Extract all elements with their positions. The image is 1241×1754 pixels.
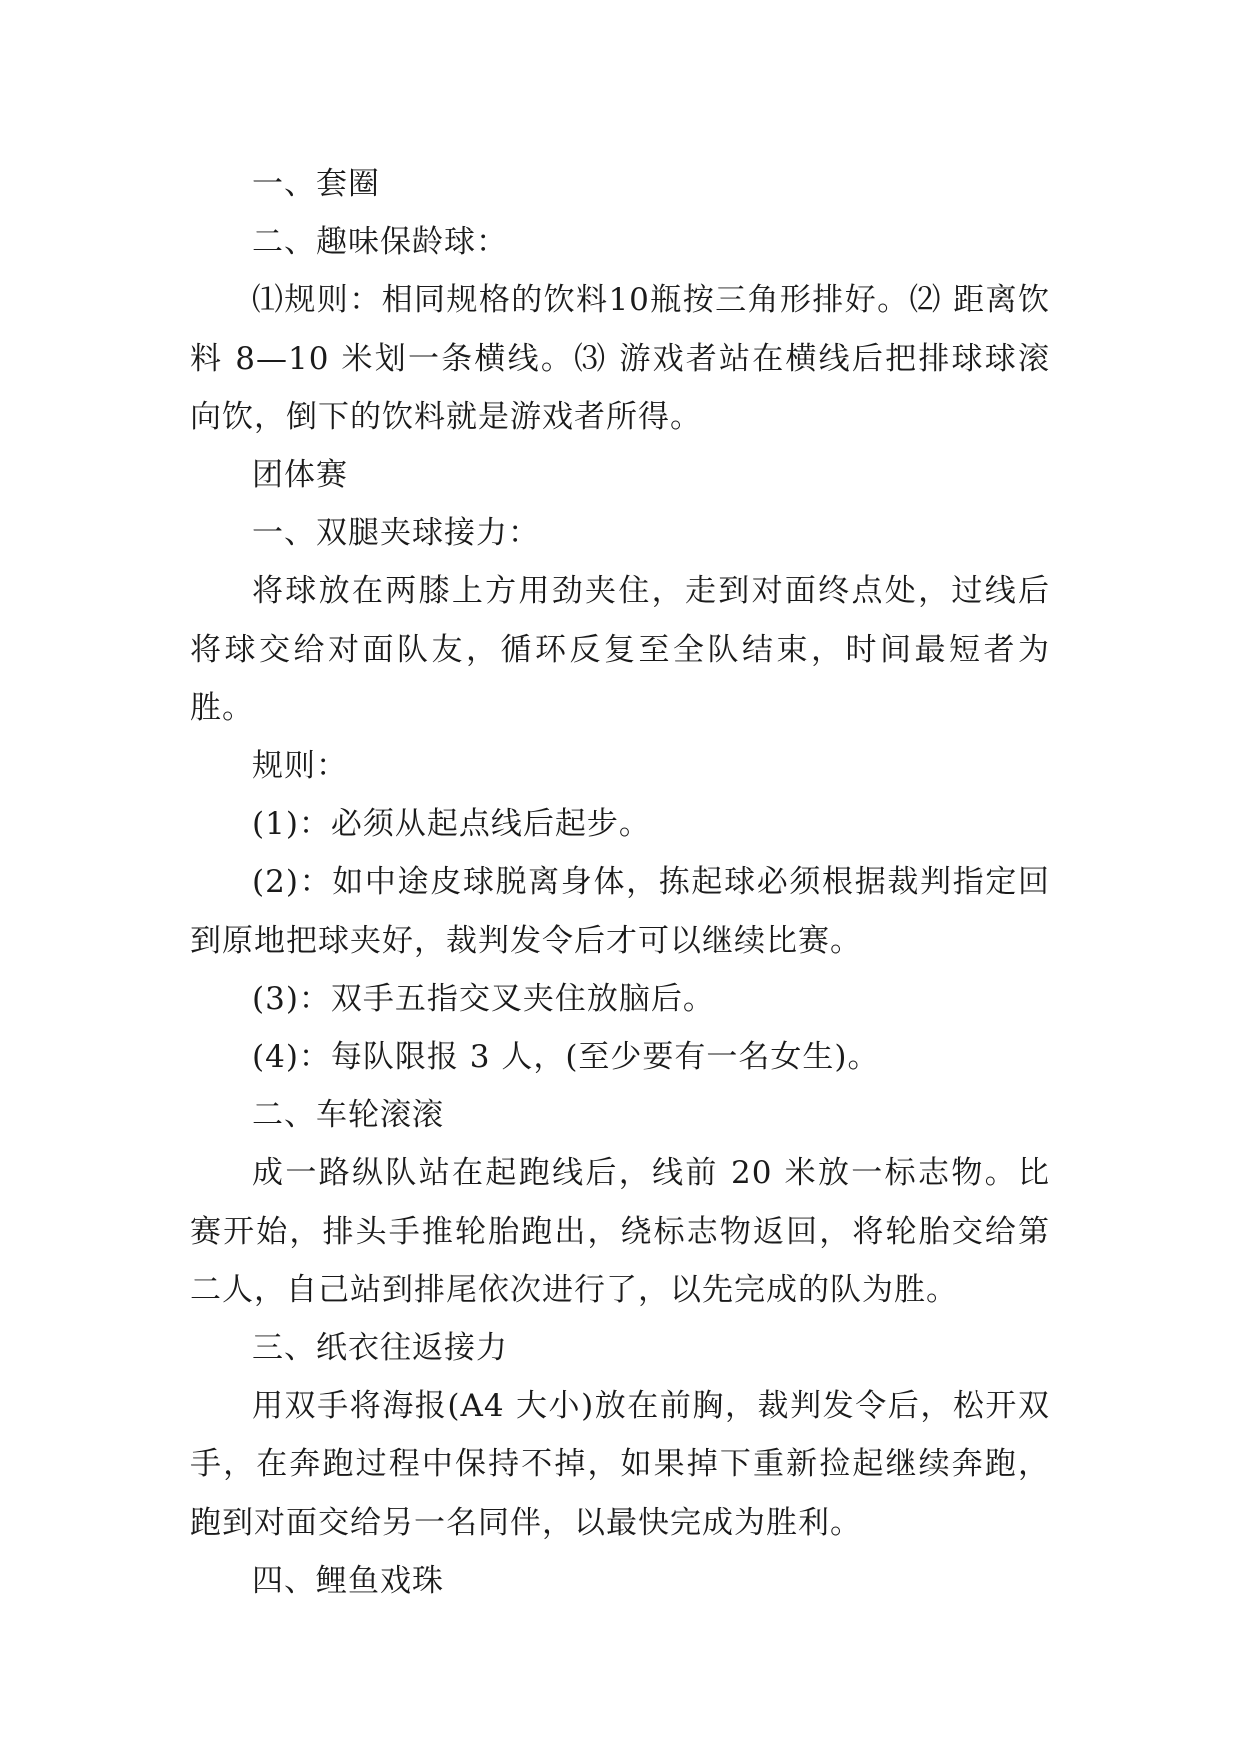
heading-carp-pearl: 四、鲤鱼戏珠 xyxy=(252,1562,444,1599)
paragraph-leg-ball-relay: 将球放在两膝上方用劲夹住，走到对面终点处，过线后将球交给对面队友，循环反复至全队结束，时间最短者为胜。 xyxy=(190,573,1050,726)
heading-leg-ball-relay: 一、双腿夹球接力： xyxy=(252,515,540,552)
paragraph-paper-relay: 用双手将海报(A4 大小)放在前胸，裁判发令后，松开双手，在奔跑过程中保持不掉，如果掉下重新捡起继续奔跑，跑到对面交给另一名同伴，以最快完成为胜利。 xyxy=(190,1388,1050,1541)
heading-rules: 规则： xyxy=(252,748,348,785)
heading-ring-toss: 一、套圈 xyxy=(252,166,380,202)
rule-item-4: (4)：每队限报 3 人，(至少要有一名女生)。 xyxy=(252,1039,880,1076)
heading-wheel-rolling: 二、车轮滚滚 xyxy=(252,1097,444,1134)
document-body xyxy=(190,155,1050,1610)
paragraph-wheel-rolling: 成一路纵队站在起跑线后，线前 20 米放一标志物。比赛开始，排头手推轮胎跑出，绕标志物返回，将轮胎交给第二人，自己站到排尾依次进行了，以先完成的队为胜。 xyxy=(190,1155,1050,1308)
heading-team-event: 团体赛 xyxy=(252,457,348,494)
rule-item-2: (2)：如中途皮球脱离身体，拣起球必须根据裁判指定回到原地把球夹好，裁判发令后才可以继续比赛。 xyxy=(190,864,1050,959)
heading-paper-relay: 三、纸衣往返接力 xyxy=(252,1330,508,1367)
rule-item-3: (3)：双手五指交叉夹住放脑后。 xyxy=(252,980,715,1017)
rule-item-1: (1)：必须从起点线后起步。 xyxy=(252,806,651,843)
paragraph-bowling-rules: ⑴规则：相同规格的饮料10瓶按三角形排好。⑵ 距离饮料 8—10 米划一条横线。⑶ 游戏者站在横线后把排球球滚向饮，倒下的饮料就是游戏者所得。 xyxy=(190,282,1050,435)
heading-bowling: 二、趣味保龄球： xyxy=(252,224,508,261)
